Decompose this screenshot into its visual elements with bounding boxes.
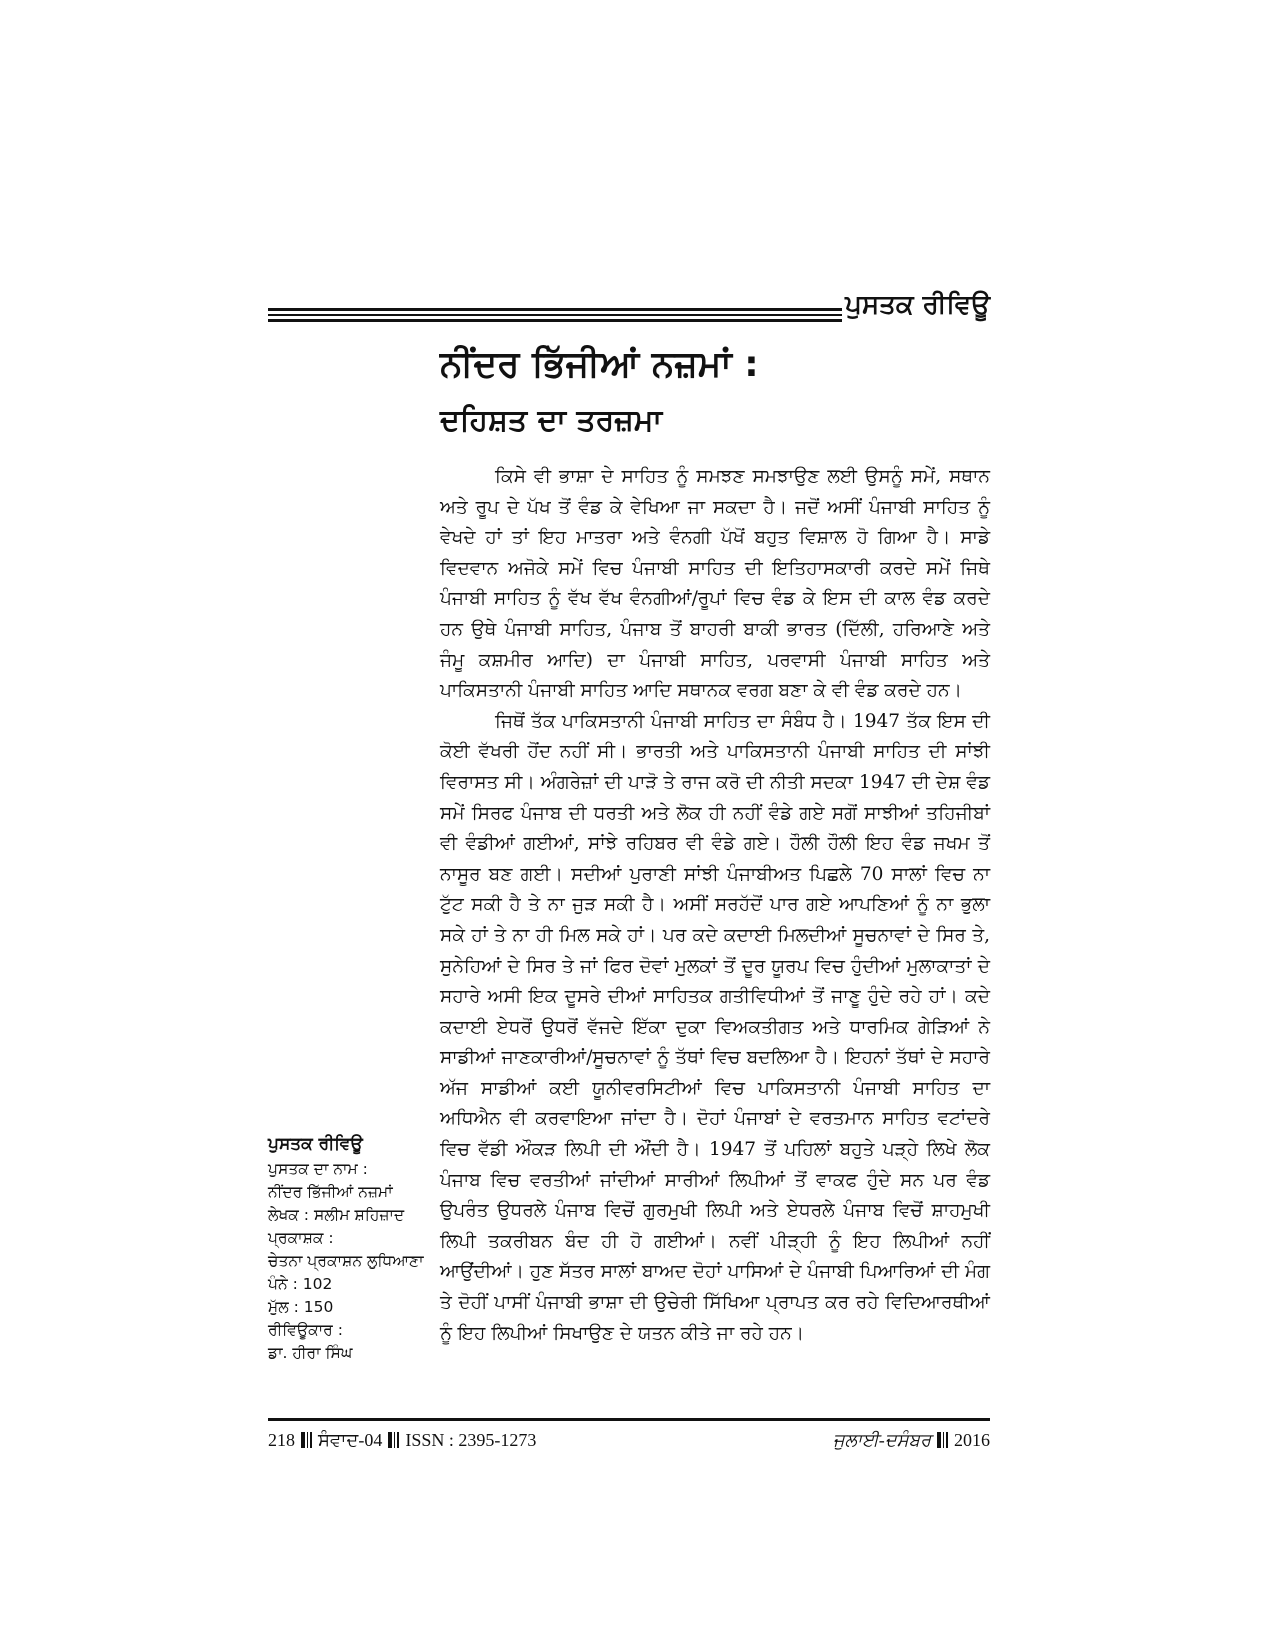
journal-name: ਸੰਵਾਦ-04: [318, 1430, 383, 1450]
issue-period: ਜੁਲਾਈ-ਦਸੰਬਰ: [832, 1430, 931, 1450]
book-info-sidebar: [268, 1133, 433, 1365]
article-paragraph-1: ਕਿਸੇ ਵੀ ਭਾਸ਼ਾ ਦੇ ਸਾਹਿਤ ਨੂੰ ਸਮਝਣ ਸਮਝਾਉਣ ਲਈ ਉਸਨੂੰ ਸਮੇਂ, ਸਥਾਨ ਅਤੇ ਰੂਪ ਦੇ ਪੱਖ ਤੋਂ ਵੰਡ ਕੇ ਵੇਖਿਆ ਜਾ ਸਕਦਾ ਹੈ। ਜਦੋਂ ਅਸੀਂ ਪੰਜਾਬੀ ਸਾਹਿਤ ਨੂੰ ਵੇਖਦੇ ਹਾਂ ਤਾਂ ਇਹ ਮਾਤਰਾ ਅਤੇ ਵੰਨਗੀ ਪੱਖੋਂ ਬਹੁਤ ਵਿਸ਼ਾਲ ਹੋ ਗਿਆ ਹੈ। ਸਾਡੇ ਵਿਦਵਾਨ ਅਜੋਕੇ ਸਮੇਂ ਵਿਚ ਪੰਜਾਬੀ ਸਾਹਿਤ ਦੀ ਇਤਿਹਾਸਕਾਰੀ ਕਰਦੇ ਸਮੇਂ ਜਿਥੇ ਪੰਜਾਬੀ ਸਾਹਿਤ ਨੂੰ ਵੱਖ ਵੱਖ ਵੰਨਗੀਆਂ/ਰੂਪਾਂ ਵਿਚ ਵੰਡ ਕੇ ਇਸ ਦੀ ਕਾਲ ਵੰਡ ਕਰਦੇ ਹਨ ਉਥੇ ਪੰਜਾਬੀ ਸਾਹਿਤ, ਪੰਜਾਬ ਤੋਂ ਬਾਹਰੀ ਬਾਕੀ ਭਾਰਤ (ਦਿੱਲੀ, ਹਰਿਆਣੇ ਅਤੇ ਜੰਮੂ ਕਸ਼ਮੀਰ ਆਦਿ) ਦਾ ਪੰਜਾਬੀ ਸਾਹਿਤ, ਪਰਵਾਸੀ ਪੰਜਾਬੀ ਸਾਹਿਤ ਅਤੇ ਪਾਕਿਸਤਾਨੀ ਪੰਜਾਬੀ ਸਾਹਿਤ ਆਦਿ ਸਥਾਨਕ ਵਰਗ ਬਣਾ ਕੇ ਵੀ ਵੰਡ ਕਰਦੇ ਹਨ।: [440, 466, 990, 702]
header-rule-lines: [268, 308, 842, 325]
sidebar-line-book-name: ਨੀਂਦਰ ਭਿੱਜੀਆਂ ਨਜ਼ਮਾਂ: [268, 1183, 393, 1201]
separator-glyph: [301, 1432, 312, 1448]
separator-glyph: [937, 1432, 948, 1448]
footer-rule: [268, 1418, 990, 1421]
sidebar-line-reviewer-label: ਰੀਵਿਊਕਾਰ :: [268, 1321, 343, 1339]
article-paragraph-2: ਜਿਥੋਂ ਤੱਕ ਪਾਕਿਸਤਾਨੀ ਪੰਜਾਬੀ ਸਾਹਿਤ ਦਾ ਸੰਬੰਧ ਹੈ। 1947 ਤੱਕ ਇਸ ਦੀ ਕੋਈ ਵੱਖਰੀ ਹੋਂਦ ਨਹੀਂ ਸੀ। ਭਾਰਤੀ ਅਤੇ ਪਾਕਿਸਤਾਨੀ ਪੰਜਾਬੀ ਸਾਹਿਤ ਦੀ ਸਾਂਝੀ ਵਿਰਾਸਤ ਸੀ। ਅੰਗਰੇਜ਼ਾਂ ਦੀ ਪਾੜੋ ਤੇ ਰਾਜ ਕਰੋ ਦੀ ਨੀਤੀ ਸਦਕਾ 1947 ਦੀ ਦੇਸ਼ ਵੰਡ ਸਮੇਂ ਸਿਰਫ ਪੰਜਾਬ ਦੀ ਧਰਤੀ ਅਤੇ ਲੋਕ ਹੀ ਨਹੀਂ ਵੰਡੇ ਗਏ ਸਗੋਂ ਸਾਝੀਆਂ ਤਹਿਜੀਬਾਂ ਵੀ ਵੰਡੀਆਂ ਗਈਆਂ, ਸਾਂਝੇ ਰਹਿਬਰ ਵੀ ਵੰਡੇ ਗਏ। ਹੌਲੀ ਹੌਲੀ ਇਹ ਵੰਡ ਜਖਮ ਤੋਂ ਨਾਸੂਰ ਬਣ ਗਈ। ਸਦੀਆਂ ਪੁਰਾਣੀ ਸਾਂਝੀ ਪੰਜਾਬੀਅਤ ਪਿਛਲੇ 70 ਸਾਲਾਂ ਵਿਚ ਨਾ ਟੁੱਟ ਸਕੀ ਹੈ ਤੇ ਨਾ ਜੁੜ ਸਕੀ ਹੈ। ਅਸੀਂ ਸਰਹੱਦੋਂ ਪਾਰ ਗਏ ਆਪਣਿਆਂ ਨੂੰ ਨਾ ਭੁਲਾ ਸਕੇ ਹਾਂ ਤੇ ਨਾ ਹੀ ਮਿਲ ਸਕੇ ਹਾਂ। ਪਰ ਕਦੇ ਕਦਾਈ ਮਿਲਦੀਆਂ ਸੂਚਨਾਵਾਂ ਦੇ ਸਿਰ ਤੇ, ਸੁਨੇਹਿਆਂ ਦੇ ਸਿਰ ਤੇ ਜਾਂ ਫਿਰ ਦੋਵਾਂ ਮੁਲਕਾਂ ਤੋਂ ਦੂਰ ਯੂਰਪ ਵਿਚ ਹੁੰਦੀਆਂ ਮੁਲਾਕਾਤਾਂ ਦੇ ਸਹਾਰੇ ਅਸੀ ਇਕ ਦੂਸਰੇ ਦੀਆਂ ਸਾਹਿਤਕ ਗਤੀਵਿਧੀਆਂ ਤੋਂ ਜਾਣੂ ਹੁੰਦੇ ਰਹੇ ਹਾਂ। ਕਦੇ ਕਦਾਈ ਏਧਰੋਂ ਉਧਰੋਂ ਵੱਜਦੇ ਇੱਕਾ ਦੁਕਾ ਵਿਅਕਤੀਗਤ ਅਤੇ ਧਾਰਮਿਕ ਗੇੜਿਆਂ ਨੇ ਸਾਡੀਆਂ ਜਾਣਕਾਰੀਆਂ/ਸੂਚਨਾਵਾਂ ਨੂੰ ਤੱਥਾਂ ਵਿਚ ਬਦਲਿਆ ਹੈ। ਇਹਨਾਂ ਤੱਥਾਂ ਦੇ ਸਹਾਰੇ ਅੱਜ ਸਾਡੀਆਂ ਕਈ ਯੂਨੀਵਰਸਿਟੀਆਂ ਵਿਚ ਪਾਕਿਸਤਾਨੀ ਪੰਜਾਬੀ ਸਾਹਿਤ ਦਾ ਅਧਿਐਨ ਵੀ ਕਰਵਾਇਆ ਜਾਂਦਾ ਹੈ। ਦੋਹਾਂ ਪੰਜਾਬਾਂ ਦੇ ਵਰਤਮਾਨ ਸਾਹਿਤ ਵਟਾਂਦਰੇ ਵਿਚ ਵੱਡੀ ਔਕੜ ਲਿਪੀ ਦੀ ਔਂਦੀ ਹੈ। 1947 ਤੋਂ ਪਹਿਲਾਂ ਬਹੁਤੇ ਪੜ੍ਹੇ ਲਿਖੇ ਲੋਕ ਪੰਜਾਬ ਵਿਚ ਵਰਤੀਆਂ ਜਾਂਦੀਆਂ ਸਾਰੀਆਂ ਲਿਪੀਆਂ ਤੋਂ ਵਾਕਫ ਹੁੰਦੇ ਸਨ ਪਰ ਵੰਡ ਉਪਰੰਤ ਉਧਰਲੇ ਪੰਜਾਬ ਵਿਚੋਂ ਗੁਰਮੁਖੀ ਲਿਪੀ ਅਤੇ ਏਧਰਲੇ ਪੰਜਾਬ ਵਿਚੋਂ ਸ਼ਾਹਮੁਖੀ ਲਿਪੀ ਤਕਰੀਬਨ ਬੰਦ ਹੀ ਹੋ ਗਈਆਂ। ਨਵੀਂ ਪੀੜ੍ਹੀ ਨੂੰ ਇਹ ਲਿਪੀਆਂ ਨਹੀਂ ਆਉਂਦੀਆਂ। ਹੁਣ ਸੱਤਰ ਸਾਲਾਂ ਬਾਅਦ ਦੋਹਾਂ ਪਾਸਿਆਂ ਦੇ ਪੰਜਾਬੀ ਪਿਆਰਿਆਂ ਦੀ ਮੰਗ ਤੇ ਦੋਹੀਂ ਪਾਸੀਂ ਪੰਜਾਬੀ ਭਾਸ਼ਾ ਦੀ ਉਚੇਰੀ ਸਿੱਖਿਆ ਪ੍ਰਾਪਤ ਕਰ ਰਹੇ ਵਿਦਿਆਰਥੀਆਂ ਨੂੰ ਇਹ ਲਿਪੀਆਂ ਸਿਖਾਉਣ ਦੇ ਯਤਨ ਕੀਤੇ ਜਾ ਰਹੇ ਹਨ।: [440, 710, 990, 1344]
article-title: [440, 340, 990, 444]
section-header: [268, 290, 990, 330]
section-title: ਪੁਸਤਕ ਰੀਵਿਊ: [845, 290, 990, 320]
sidebar-line-pages: ਪੰਨੇ : 102: [268, 1275, 333, 1293]
issn: ISSN : 2395-1273: [405, 1430, 537, 1450]
sidebar-line-publisher: ਚੇਤਨਾ ਪ੍ਰਕਾਸ਼ਨ ਲੁਧਿਆਣਾ: [268, 1252, 424, 1270]
sidebar-line-author: ਲੇਖਕ : ਸਲੀਮ ਸ਼ਹਿਜ਼ਾਦ: [268, 1206, 405, 1224]
sidebar-line-reviewer: ਡਾ. ਹੀਰਾ ਸਿੰਘ: [268, 1344, 353, 1362]
article-title-line2: ਦਹਿਸ਼ਤ ਦਾ ਤਰਜ਼ਮਾ: [440, 403, 663, 438]
sidebar-line-price: ਮੁੱਲ : 150: [268, 1298, 334, 1316]
footer-right: [833, 1430, 990, 1451]
page-footer: [268, 1430, 990, 1456]
issue-year: 2016: [954, 1430, 990, 1450]
page-number: 218: [268, 1430, 295, 1450]
sidebar-line-book-name-label: ਪੁਸਤਕ ਦਾ ਨਾਮ :: [268, 1160, 368, 1178]
footer-left: [268, 1430, 536, 1451]
sidebar-line-publisher-label: ਪ੍ਰਕਾਸ਼ਕ :: [268, 1229, 334, 1247]
separator-glyph: [388, 1432, 399, 1448]
article-title-line1: ਨੀਂਦਰ ਭਿੱਜੀਆਂ ਨਜ਼ਮਾਂ :: [440, 344, 759, 385]
sidebar-title: ਪੁਸਤਕ ਰੀਵਿਊ: [268, 1134, 363, 1154]
article-body: [440, 462, 990, 1349]
